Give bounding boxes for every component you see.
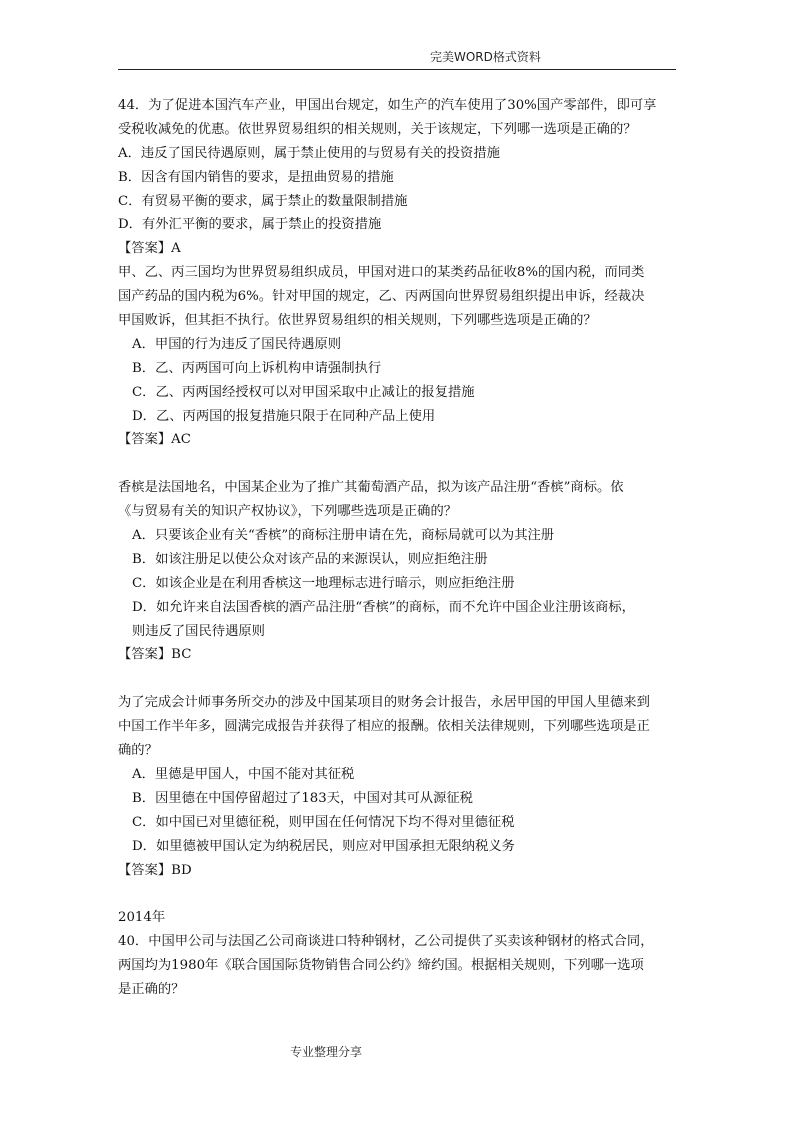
text-line: 《与贸易有关的知识产权协议》，下列哪些选项是正确的？ [118, 504, 458, 520]
option-line: D．如允许来自法国香槟的酒产品注册“香槟”的商标，而不允许中国企业注册该商标， [132, 599, 635, 615]
option-line: D．有外汇平衡的要求，属于禁止的投资措施 [118, 217, 382, 233]
page-footer: 专业整理分享 [290, 1045, 363, 1059]
option-line: C．有贸易平衡的要求，属于禁止的数量限制措施 [118, 193, 408, 209]
option-line: C．如中国已对里德征税，则甲国在任何情况下均不得对里德征税 [132, 814, 515, 830]
text-line: 2014年 [118, 910, 166, 926]
document-body [118, 94, 684, 1002]
page-header: 完美WORD格式资料 [430, 50, 541, 64]
blank-line [118, 452, 684, 476]
answer-line: 【答案】BC [118, 647, 192, 663]
option-line: B．因含有国内销售的要求，是扭曲贸易的措施 [118, 169, 394, 185]
option-line: B．如该注册足以使公众对该产品的来源误认，则应拒绝注册 [132, 551, 488, 567]
text-line: 44．为了促进本国汽车产业，甲国出台规定，如生产的汽车使用了30%国产零部件，即可享 [118, 98, 657, 113]
option-line: A．里德是甲国人，中国不能对其征税 [132, 766, 355, 782]
text-line: 甲、乙、丙三国均为世界贸易组织成员，甲国对进口的某类药品征收8%的国内税，而同类 [118, 265, 645, 281]
text-line: 甲国败诉，但其拒不执行。依世界贸易组织的相关规则，下列哪些选项是正确的？ [118, 313, 597, 329]
option-line: B．因里德在中国停留超过了183天，中国对其可从源征税 [132, 790, 473, 806]
text-line: 中国工作半年多，圆满完成报告并获得了相应的报酬。依相关法律规则，下列哪些选项是正 [118, 719, 650, 735]
option-line: C．乙、丙两国经授权可以对甲国采取中止减让的报复措施 [132, 384, 475, 400]
text-line: 确的？ [118, 743, 158, 759]
text-line: 40．中国甲公司与法国乙公司商谈进口特种钢材，乙公司提供了买卖该种钢材的格式合同， [118, 934, 654, 950]
option-line: C．如该企业是在利用香槟这一地理标志进行暗示，则应拒绝注册 [132, 575, 515, 591]
header-divider [118, 69, 676, 70]
text-line: 则违反了国民待遇原则 [132, 623, 265, 639]
blank-line [118, 667, 684, 691]
answer-line: 【答案】A [118, 241, 181, 257]
option-line: A．违反了国民待遇原则，属于禁止使用的与贸易有关的投资措施 [118, 145, 500, 161]
text-line: 受税收减免的优惠。依世界贸易组织的相关规则，关于该规定，下列哪一选项是正确的？ [118, 121, 637, 137]
option-line: D．如里德被甲国认定为纳税居民，则应对甲国承担无限纳税义务 [132, 838, 515, 854]
text-line: 香槟是法国地名，中国某企业为了推广其葡萄酒产品，拟为该产品注册“香槟”商标。依 [118, 480, 624, 496]
option-line: A．甲国的行为违反了国民待遇原则 [132, 336, 342, 352]
option-line: B．乙、丙两国可向上诉机构申请强制执行 [132, 360, 382, 376]
text-line: 国产药品的国内税为6%。针对甲国的规定，乙、丙两国向世界贸易组织提出申诉，经裁决 [118, 289, 645, 305]
blank-line [118, 882, 684, 906]
answer-line: 【答案】AC [118, 432, 191, 448]
text-line: 两国均为1980年《联合国国际货物销售合同公约》缔约国。根据相关规则，下列哪一选项 [118, 958, 644, 974]
answer-line: 【答案】BD [118, 862, 192, 878]
option-line: D．乙、丙两国的报复措施只限于在同种产品上使用 [132, 408, 436, 424]
text-line: 是正确的？ [118, 981, 185, 997]
option-line: A．只要该企业有关“香槟”的商标注册申请在先，商标局就可以为其注册 [132, 528, 555, 544]
text-line: 为了完成会计师事务所交办的涉及中国某项目的财务会计报告，永居甲国的甲国人里德来到 [118, 695, 650, 711]
